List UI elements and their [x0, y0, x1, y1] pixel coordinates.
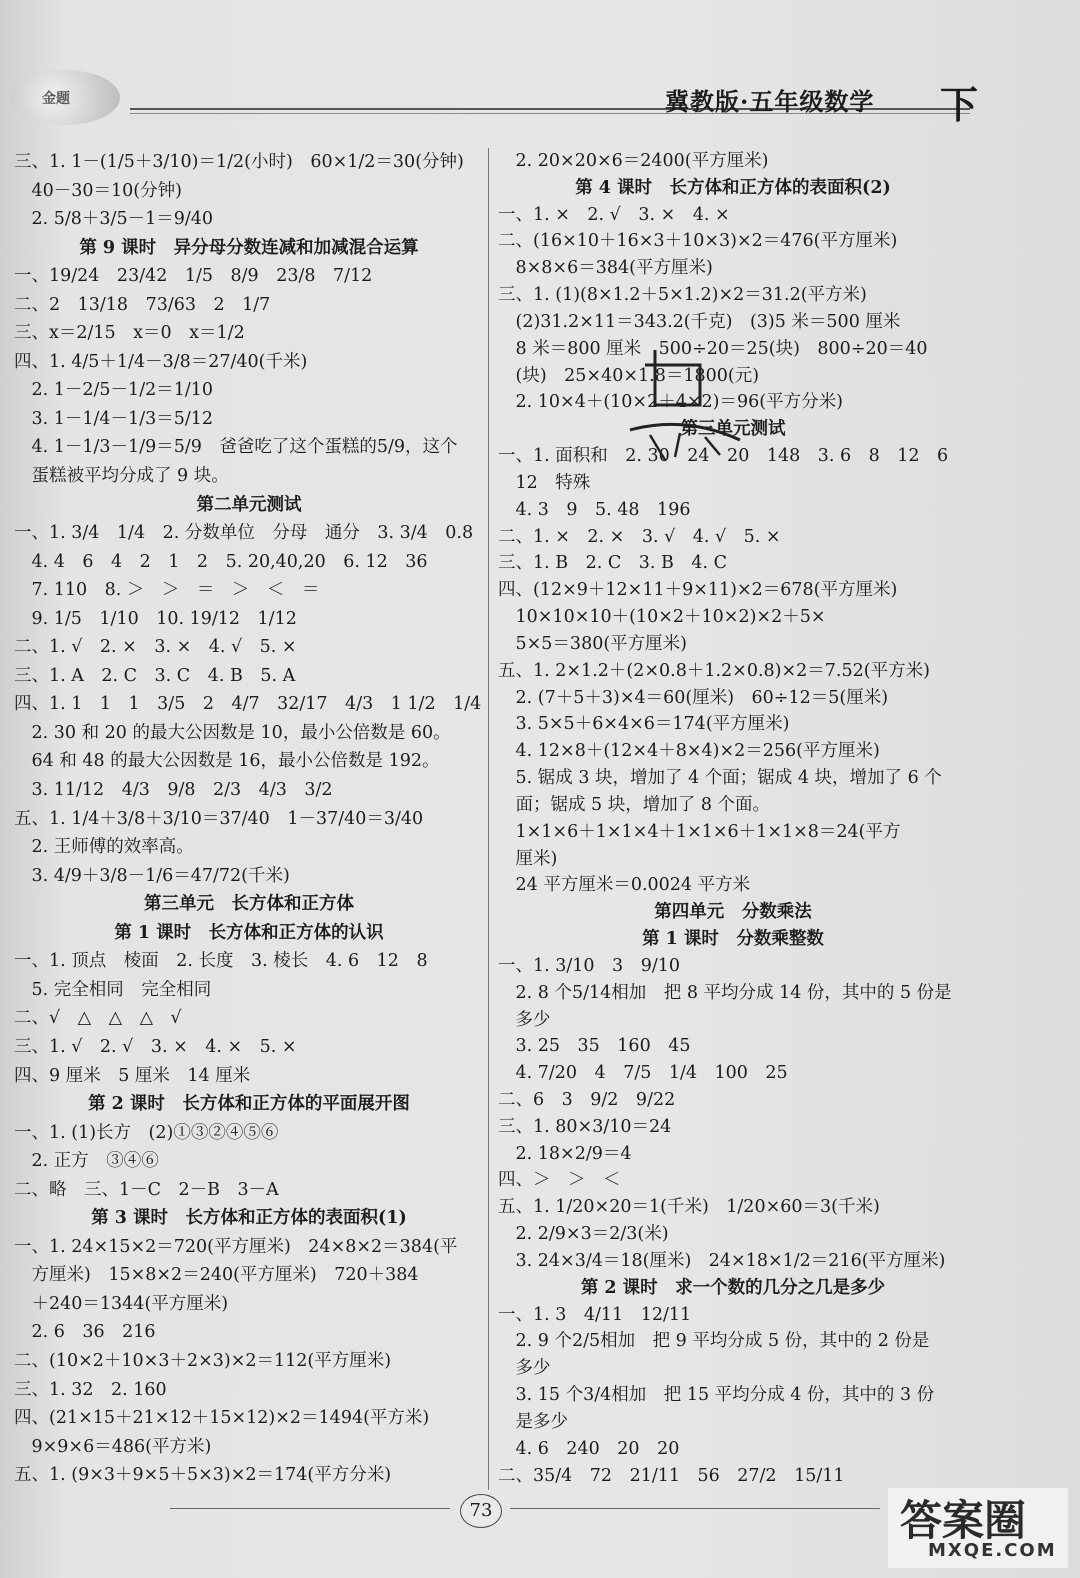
answer-line: 5. 完全相同 完全相同: [14, 979, 212, 1000]
volume-mark: 下: [940, 82, 979, 127]
answer-line: (块) 25×40×1.8＝1800(元): [498, 365, 760, 386]
answer-line: 三、1. √ 2. √ 3. × 4. × 5. ×: [14, 1036, 297, 1057]
answer-line: 四、9 厘米 5 厘米 14 厘米: [14, 1065, 251, 1086]
answer-line: 2. 2/9×3＝2/3(米): [498, 1224, 669, 1245]
answer-line: 二、√ △ △ △ √: [14, 1008, 182, 1029]
answer-line: 3. 11/12 4/3 9/8 2/3 4/3 3/2: [14, 780, 333, 801]
answer-line: 24 平方厘米＝0.0024 平方米: [498, 875, 751, 896]
page-number: 73: [460, 1494, 502, 1528]
answer-line: 2. 正方 ③④⑥: [14, 1151, 159, 1172]
column-divider: [488, 148, 489, 1490]
answer-line: 四、1. 1 1 1 3/5 2 4/7 32/17 4/3 1 1/2 1/4: [14, 694, 482, 715]
answer-line: 64 和 48 的最大公因数是 16，最小公倍数是 192。: [14, 751, 440, 772]
watermark-url: MXQE.COM: [928, 1540, 1057, 1561]
answer-line: 二、略 三、1－C 2－B 3－A: [14, 1179, 279, 1200]
answer-line: 2. 8 个5/14相加 把 8 平均分成 14 份，其中的 5 份是: [498, 982, 952, 1003]
answer-line: 二、35/4 72 21/11 56 27/2 15/11: [498, 1465, 845, 1486]
answer-line: 四、(12×9＋12×11＋9×11)×2＝678(平方厘米): [498, 580, 898, 601]
section-heading: 第三单元测试: [680, 419, 786, 440]
section-heading: 第 4 课时 长方体和正方体的表面积(2): [575, 177, 891, 198]
answer-line: 五、1. (9×3＋9×5＋5×3)×2＝174(平方分米): [14, 1465, 392, 1486]
answer-line: 一、1. 3/10 3 9/10: [498, 955, 680, 976]
watermark-text: 答案圈: [900, 1496, 1027, 1545]
answer-line: 三、1. (1)(8×1.2＋5×1.2)×2＝31.2(平方米): [498, 285, 867, 306]
section-heading: 第 2 课时 求一个数的几分之几是多少: [580, 1277, 886, 1298]
section-heading: 第三单元 长方体和正方体: [144, 894, 354, 915]
page-header: [0, 60, 1080, 140]
answer-line: 10×10×10＋(10×2＋10×2)×2＋5×: [498, 607, 826, 628]
answer-line: 三、1. 32 2. 160: [14, 1379, 167, 1400]
answer-line: 5×5＝380(平方厘米): [498, 633, 687, 654]
answer-line: 是多少: [498, 1411, 568, 1432]
answer-line: 3. 15 个3/4相加 把 15 平均分成 4 份，其中的 3 份: [498, 1385, 935, 1406]
answer-line: 4. 12×8＋(12×4＋8×4)×2＝256(平方厘米): [498, 741, 880, 762]
section-heading: 第二单元测试: [196, 494, 302, 515]
answer-line: 一、1. 3 4/11 12/11: [498, 1304, 692, 1325]
answer-line: 多少: [498, 1009, 551, 1030]
answer-line: 5. 锯成 3 块，增加了 4 个面；锯成 4 块，增加了 6 个: [498, 768, 942, 789]
left-column: [14, 148, 484, 1490]
answer-line: 一、1. 顶点 棱面 2. 长度 3. 棱长 4. 6 12 8: [14, 951, 428, 972]
answer-line: 二、(10×2＋10×3＋2×3)×2＝112(平方厘米): [14, 1350, 392, 1371]
answer-line: 面；锯成 5 块，增加了 8 个面。: [498, 794, 771, 815]
answer-line: 二、1. √ 2. × 3. × 4. √ 5. ×: [14, 637, 297, 658]
answer-line: 2. 1－2/5－1/2＝1/10: [14, 380, 214, 401]
answer-line: 2. 18×2/9＝4: [498, 1143, 632, 1164]
section-heading: 第 3 课时 长方体和正方体的表面积(1): [91, 1208, 407, 1229]
section-heading: 第 9 课时 异分母分数连减和加减混合运算: [79, 237, 419, 258]
watermark: [888, 1488, 1068, 1568]
answer-line: 3. 24×3/4＝18(厘米) 24×18×1/2＝216(平方厘米): [498, 1250, 946, 1271]
answer-line: 一、1. 24×15×2＝720(平方厘米) 24×8×2＝384(平: [14, 1236, 458, 1257]
answer-line: 一、1. × 2. √ 3. × 4. ×: [498, 204, 730, 225]
answer-line: 四、＞ ＞ ＜: [498, 1170, 621, 1191]
answer-line: 4. 7/20 4 7/5 1/4 100 25: [498, 1063, 788, 1084]
answer-line: 一、1. 3/4 1/4 2. 分数单位 分母 通分 3. 3/4 0.8: [14, 523, 474, 544]
answer-line: 1×1×6＋1×1×4＋1×1×6＋1×1×8＝24(平方: [498, 821, 901, 842]
section-heading: 第四单元 分数乘法: [654, 902, 812, 923]
answer-line: 四、1. 4/5＋1/4－3/8＝27/40(千米): [14, 351, 308, 372]
answer-line: 二、1. × 2. × 3. √ 4. √ 5. ×: [498, 526, 781, 547]
answer-line: 三、1. 80×3/10＝24: [498, 1116, 672, 1137]
answer-line: 2. 10×4＋(10×2＋4×2)＝96(平方分米): [498, 392, 843, 413]
answer-line: 9×9×6＝486(平方米): [14, 1436, 212, 1457]
answer-line: 多少: [498, 1358, 551, 1379]
answer-line: 方厘米) 15×8×2＝240(平方厘米) 720＋384: [14, 1265, 419, 1286]
answer-line: 五、1. 1/20×20＝1(千米) 1/20×60＝3(千米): [498, 1197, 880, 1218]
answer-line: 8×8×6＝384(平方厘米): [498, 258, 713, 279]
answer-line: 2. 30 和 20 的最大公因数是 10，最小公倍数是 60。: [14, 722, 451, 743]
answer-line: 4. 6 240 20 20: [498, 1438, 680, 1459]
footer-rule-left: [170, 1508, 450, 1509]
answer-line: 蛋糕被平均分成了 9 块。: [14, 466, 229, 487]
answer-line: 3. 4/9＋3/8－1/6＝47/72(千米): [14, 865, 290, 886]
answer-line: 3. 5×5＋6×4×6＝174(平方厘米): [498, 714, 790, 735]
answer-line: 二、2 13/18 73/63 2 1/7: [14, 294, 271, 315]
answer-line: 三、1. B 2. C 3. B 4. C: [498, 553, 728, 574]
answer-line: 7. 110 8. ＞ ＞ ＝ ＞ ＜ ＝: [14, 580, 320, 601]
book-title: 冀教版·五年级数学: [665, 87, 875, 116]
answer-line: 12 特殊: [498, 472, 591, 493]
answer-line: 五、1. 2×1.2＋(2×0.8＋1.2×0.8)×2＝7.52(平方米): [498, 660, 930, 681]
section-heading: 第 2 课时 长方体和正方体的平面展开图: [88, 1094, 410, 1115]
answer-line: ＋240＝1344(平方厘米): [14, 1293, 229, 1314]
answer-line: 五、1. 1/4＋3/8＋3/10＝37/40 1－37/40＝3/40: [14, 808, 424, 829]
handwritten-scribble: [625, 345, 755, 465]
answer-line: 40－30＝10(分钟): [14, 180, 182, 201]
answer-line: 2. 20×20×6＝2400(平方厘米): [498, 151, 769, 171]
answer-line: 三、x＝2/15 x＝0 x＝1/2: [14, 323, 245, 344]
footer-rule-right: [510, 1508, 880, 1509]
answer-line: 三、1. A 2. C 3. C 4. B 5. A: [14, 665, 296, 686]
answer-line: 2. (7＋5＋3)×4＝60(厘米) 60÷12＝5(厘米): [498, 687, 889, 708]
answer-line: 三、1. 1－(1/5＋3/10)＝1/2(小时) 60×1/2＝30(分钟): [14, 152, 464, 172]
answer-line: (2)31.2×11＝343.2(千克) (3)5 米＝500 厘米: [498, 311, 901, 332]
answer-line: 2. 5/8＋3/5－1＝9/40: [14, 209, 214, 230]
answer-line: 二、(16×10＋16×3＋10×3)×2＝476(平方厘米): [498, 231, 898, 252]
answer-line: 一、1. 面积和 2. 30 24 20 148 3. 6 8 12 6: [498, 446, 949, 467]
answer-line: 3. 1－1/4－1/3＝5/12: [14, 408, 214, 429]
answer-line: 8 米＝800 厘米 500÷20＝25(块) 800÷20＝40: [498, 338, 928, 359]
answer-line: 4. 4 6 4 2 1 2 5. 20,40,20 6. 12 36: [14, 551, 428, 572]
answer-line: 二、6 3 9/2 9/22: [498, 1089, 676, 1110]
answer-line: 3. 25 35 160 45: [498, 1036, 691, 1057]
answer-line: 2. 9 个2/5相加 把 9 平均分成 5 份，其中的 2 份是: [498, 1331, 930, 1352]
section-heading: 第 1 课时 分数乘整数: [642, 929, 824, 950]
answer-line: 一、19/24 23/42 1/5 8/9 23/8 7/12: [14, 266, 373, 287]
answer-line: 4. 3 9 5. 48 196: [498, 499, 691, 520]
section-heading: 第 1 课时 长方体和正方体的认识: [114, 922, 384, 943]
answer-line: 4. 1－1/3－1/9＝5/9 爸爸吃了这个蛋糕的5/9，这个: [14, 437, 458, 458]
answer-line: 一、1. (1)长方 (2)①③②④⑤⑥: [14, 1122, 279, 1143]
brand-logo: 金题: [10, 70, 120, 125]
answer-line: 2. 6 36 216: [14, 1322, 156, 1343]
answer-line: 四、(21×15＋21×12＋15×12)×2＝1494(平方米): [14, 1408, 430, 1429]
answer-line: 2. 王师傅的效率高。: [14, 837, 194, 858]
answer-line: 厘米): [498, 848, 558, 869]
answer-line: 9. 1/5 1/10 10. 19/12 1/12: [14, 608, 297, 629]
